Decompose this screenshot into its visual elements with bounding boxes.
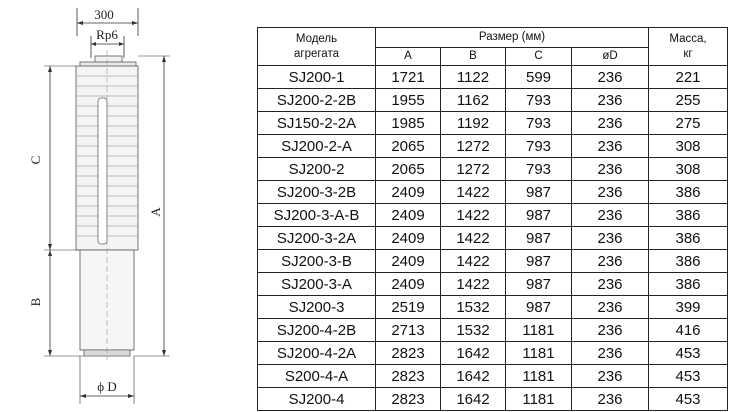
cell-b: 1642 [441,365,506,388]
cell-d: 236 [572,66,649,89]
cell-b: 1422 [441,250,506,273]
cell-mass: 453 [649,342,728,365]
cell-d: 236 [572,319,649,342]
cell-model: SJ200-4-2A [258,342,376,365]
cell-model: SJ200-4 [258,388,376,411]
cell-b: 1642 [441,388,506,411]
cell-c: 1181 [506,365,572,388]
table-row [258,365,728,388]
cell-b: 1272 [441,158,506,181]
cell-d: 236 [572,227,649,250]
table-row [258,135,728,158]
table-row [258,204,728,227]
cell-mass: 386 [649,181,728,204]
cell-model: SJ200-2 [258,158,376,181]
cell-b: 1532 [441,296,506,319]
header-model-line1: Модель [295,32,338,45]
header-size-group: Размер (мм) [376,28,649,48]
cell-mass: 308 [649,158,728,181]
cell-mass: 386 [649,273,728,296]
cell-d: 236 [572,204,649,227]
cell-model: SJ200-3-A [258,273,376,296]
header-row-top [258,28,728,48]
cell-a: 2713 [376,319,441,342]
cell-a: 2065 [376,158,441,181]
table-body [258,66,728,411]
cell-d: 236 [572,365,649,388]
table-row [258,388,728,411]
table-row [258,250,728,273]
cell-model: SJ200-3-B [258,250,376,273]
cell-c: 793 [506,112,572,135]
cell-model: SJ200-3 [258,296,376,319]
cell-b: 1422 [441,204,506,227]
cell-a: 2409 [376,273,441,296]
header-col-d: øD [572,48,649,66]
table-row [258,342,728,365]
cell-model: SJ150-2-2A [258,112,376,135]
cell-a: 2409 [376,204,441,227]
cell-a: 2823 [376,388,441,411]
cell-c: 987 [506,227,572,250]
cell-c: 1181 [506,319,572,342]
cell-a: 1955 [376,89,441,112]
cell-c: 599 [506,66,572,89]
cell-c: 793 [506,135,572,158]
cell-d: 236 [572,250,649,273]
dimension-c-label: C [28,155,43,165]
cell-c: 987 [506,181,572,204]
cell-a: 2409 [376,181,441,204]
dimension-d-label: ϕ D [97,379,117,394]
cell-mass: 416 [649,319,728,342]
cell-mass: 255 [649,89,728,112]
table-row [258,181,728,204]
cell-c: 987 [506,204,572,227]
cell-b: 1532 [441,319,506,342]
cell-b: 1642 [441,342,506,365]
header-model [258,28,376,66]
spec-table [257,27,728,411]
cell-a: 2823 [376,365,441,388]
cell-c: 793 [506,158,572,181]
cell-b: 1422 [441,273,506,296]
cell-mass: 399 [649,296,728,319]
cell-a: 1721 [376,66,441,89]
dimension-b-label: B [28,297,43,307]
cell-c: 987 [506,250,572,273]
thread-label: Rp6 [96,27,118,42]
cell-model: SJ200-1 [258,66,376,89]
pump-dimension-drawing [0,0,250,412]
header-model-line2: агрегата [293,47,339,60]
cell-d: 236 [572,342,649,365]
header-col-a: A [376,48,441,66]
cell-d: 236 [572,388,649,411]
cell-mass: 386 [649,250,728,273]
cable-guard [98,98,107,244]
table-row [258,227,728,250]
cell-mass: 453 [649,365,728,388]
cell-mass: 275 [649,112,728,135]
cell-model: SJ200-2-2B [258,89,376,112]
cell-b: 1422 [441,181,506,204]
header-mass [649,28,728,66]
table-row [258,89,728,112]
cell-c: 793 [506,89,572,112]
cell-mass: 386 [649,227,728,250]
table-row [258,66,728,89]
cell-c: 987 [506,273,572,296]
top-dimension-label: 300 [94,7,114,22]
cell-b: 1422 [441,227,506,250]
cell-d: 236 [572,112,649,135]
cell-c: 987 [506,296,572,319]
table-row [258,296,728,319]
cell-d: 236 [572,89,649,112]
cell-d: 236 [572,296,649,319]
cell-b: 1122 [441,66,506,89]
cell-b: 1162 [441,89,506,112]
cell-b: 1272 [441,135,506,158]
cell-model: SJ200-4-2B [258,319,376,342]
cell-c: 1181 [506,388,572,411]
cell-mass: 386 [649,204,728,227]
header-mass-line2: кг [683,47,693,60]
cell-model: SJ200-2-A [258,135,376,158]
cell-d: 236 [572,181,649,204]
cell-d: 236 [572,158,649,181]
cell-mass: 221 [649,66,728,89]
cell-model: SJ200-3-A-B [258,204,376,227]
cell-mass: 308 [649,135,728,158]
table-row [258,319,728,342]
cell-model: SJ200-3-2B [258,181,376,204]
table-row [258,158,728,181]
dimension-a-label: A [148,207,163,217]
header-col-b: B [441,48,506,66]
cell-model: SJ200-3-2A [258,227,376,250]
header-col-c: C [506,48,572,66]
cell-a: 2823 [376,342,441,365]
cell-d: 236 [572,135,649,158]
cell-a: 2409 [376,227,441,250]
cell-c: 1181 [506,342,572,365]
table-row [258,112,728,135]
cell-b: 1192 [441,112,506,135]
cell-mass: 453 [649,388,728,411]
table-row [258,273,728,296]
cell-a: 1985 [376,112,441,135]
cell-a: 2519 [376,296,441,319]
cell-a: 2409 [376,250,441,273]
header-mass-line1: Масса, [669,32,707,45]
cell-d: 236 [572,273,649,296]
cell-a: 2065 [376,135,441,158]
cell-model: S200-4-A [258,365,376,388]
